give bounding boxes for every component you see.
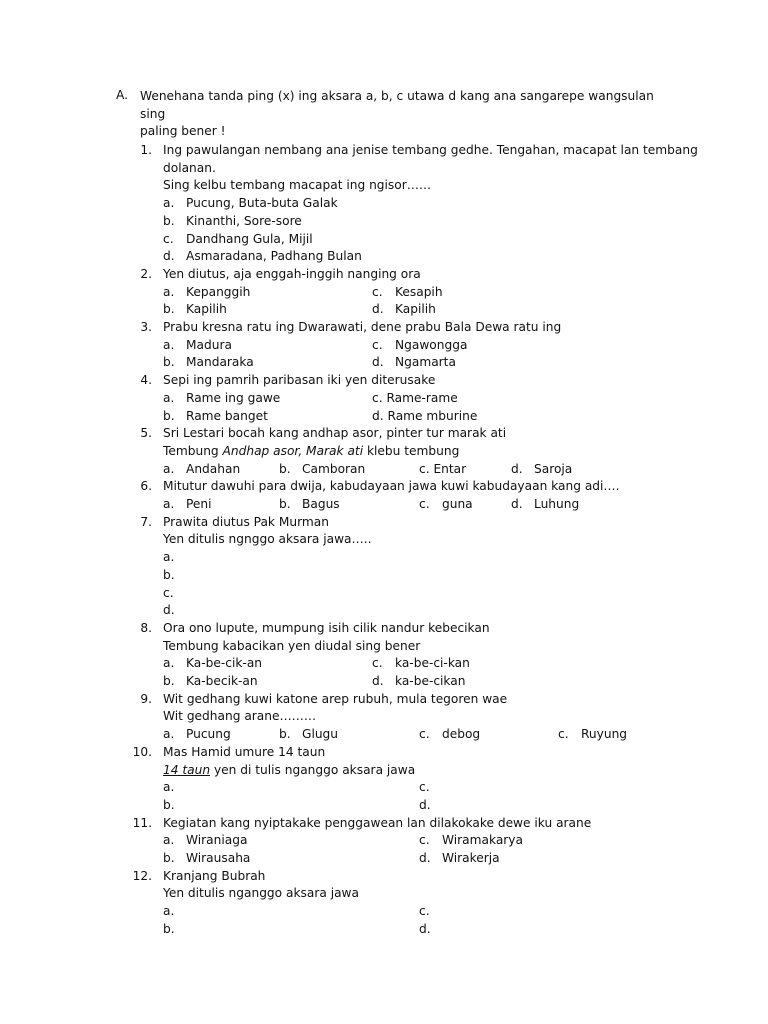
- option-9c[interactable]: c. debog: [419, 727, 481, 742]
- option-3d[interactable]: d. Ngamarta: [372, 355, 456, 370]
- option-8d[interactable]: d. ka-be-cikan: [372, 674, 466, 688]
- document-page: A. Wenehana tanda ping (x) ing aksara a, b, c utawa d kang ana sangarepe wangsulan sing paling bener ! 1. Ing pawulangan nembang ana jenise tembang gedhe. Tengahan, macapat lan tembang dolanan. Sing kelbu tembang macapat ing ngisor…… a. Pucung, Buta-buta Galak b. Kinanthi, Sore-sore c. Dandhang Gula, Mijil d. Asmaradana, Padhang Bulan 2. Yen diutus, aja enggah-inggih nanging ora a. Kepanggih c. Kesapih b. Kapilih d. Kapilih 3. Prabu kresna ratu ing Dwarawati, dene prabu Bala Dewa ratu ing a. Madura c. Ngawongga b. Mandaraka d. Ngamarta 4. Sepi ing pamrih paribasan iki yen diterusake a. Rame ing gawe c. Rame-rame b. Rame banget d. Rame mburine 5. Sri Lestari bocah kang andhap asor, pinter tur marak ati Tembung Andhap asor, Marak ati klebu tembung a. Andahan b. Camboran c. Entar d. Saroja 6. Mitutur dawuhi para dwija, kabudayaan jawa kuwi kabudayaan kang adi…. a. Peni b. Bagus c. guna d. Luhung 7. Prawita diutus Pak Murman Yen ditulis ngnggo aksara jawa….. a. b. c. d. 8. Ora ono lupute, mumpung isih cilik nandur kebecikan Tembung kabacikan yen diudal sing bener a. Ka-be-cik-an c. ka-be-ci-kan b. Ka-becik-an d. ka-be-cikan 9. Wit gedhang kuwi katone arep rubuh, mula tegoren wae Wit gedhang arane……… a. Pucung b. Glugu c. debog c. Ruyung 10. Mas Hamid umure 14 taun 14 taun yen di tulis nganggo aksara jawa a. c. b. d. 11. Kegiatan kang nyiptakake penggawean lan dilakokake dewe iku arane a. Wiraniaga c. Wiramakarya b. Wirausaha d. Wirakerja 12. Kranjang Bubrah Yen ditulis nganggo aksara jawa a. c. b. d.: [0, 0, 768, 1024]
- option-12a[interactable]: a.: [163, 904, 175, 919]
- option-8c[interactable]: c. ka-be-ci-kan: [372, 656, 470, 671]
- option-1c[interactable]: c. Dandhang Gula, Mijil: [163, 231, 313, 246]
- option-1a[interactable]: a. Pucung, Buta-buta Galak: [163, 196, 338, 211]
- option-3c[interactable]: c. Ngawongga: [372, 337, 468, 352]
- option-4d[interactable]: d. Rame mburine: [372, 408, 478, 423]
- option-7c[interactable]: c.: [163, 585, 174, 600]
- option-5b[interactable]: b. Camboran: [279, 461, 366, 476]
- option-5a[interactable]: a. Andahan: [163, 461, 241, 476]
- option-2a[interactable]: a. Kepanggih: [163, 284, 251, 299]
- option-3a[interactable]: a. Madura: [163, 337, 232, 352]
- option-1d[interactable]: d. Asmaradana, Padhang Bulan: [163, 249, 362, 264]
- option-7a[interactable]: a.: [163, 550, 175, 565]
- option-6c[interactable]: c. guna: [419, 497, 473, 511]
- option-10c[interactable]: c.: [419, 780, 430, 795]
- option-9b[interactable]: b. Glugu: [279, 727, 339, 742]
- option-11b[interactable]: b. Wirausaha: [163, 851, 251, 865]
- option-4c[interactable]: c. Rame-rame: [372, 390, 458, 405]
- option-3b[interactable]: b. Mandaraka: [163, 355, 254, 370]
- option-7d[interactable]: d.: [163, 603, 175, 618]
- section-instruction: Wenehana tanda ping (x) ing aksara a, b, c utawa d kang ana sangarepe wangsulan sing paling bener !: [140, 89, 654, 138]
- option-8a[interactable]: a. Ka-be-cik-an: [163, 656, 263, 671]
- option-11c[interactable]: c. Wiramakarya: [419, 833, 523, 848]
- option-2b[interactable]: b. Kapilih: [163, 302, 227, 317]
- option-4a[interactable]: a. Rame ing gawe: [163, 390, 281, 405]
- option-5c[interactable]: c. Entar: [419, 461, 467, 476]
- option-7b[interactable]: b.: [163, 567, 175, 582]
- option-6d[interactable]: d. Luhung: [511, 497, 580, 511]
- option-12b[interactable]: b.: [163, 921, 175, 936]
- option-10a[interactable]: a.: [163, 780, 175, 795]
- option-11d[interactable]: d. Wirakerja: [419, 851, 500, 865]
- option-10d[interactable]: d.: [419, 797, 431, 812]
- option-2c[interactable]: c. Kesapih: [372, 284, 443, 299]
- section-letter: A.: [116, 88, 128, 102]
- option-1b[interactable]: b. Kinanthi, Sore-sore: [163, 213, 302, 228]
- option-12c[interactable]: c.: [419, 904, 430, 919]
- option-10b[interactable]: b.: [163, 797, 175, 812]
- option-6b[interactable]: b. Bagus: [279, 497, 340, 511]
- option-9a[interactable]: a. Pucung: [163, 727, 231, 742]
- option-6a[interactable]: a. Peni: [163, 497, 212, 511]
- option-9d[interactable]: c. Ruyung: [558, 727, 628, 742]
- option-4b[interactable]: b. Rame banget: [163, 408, 268, 423]
- option-12d[interactable]: d.: [419, 921, 431, 936]
- option-11a[interactable]: a. Wiraniaga: [163, 833, 248, 848]
- option-5d[interactable]: d. Saroja: [511, 461, 573, 476]
- option-2d[interactable]: d. Kapilih: [372, 302, 436, 317]
- option-8b[interactable]: b. Ka-becik-an: [163, 674, 258, 688]
